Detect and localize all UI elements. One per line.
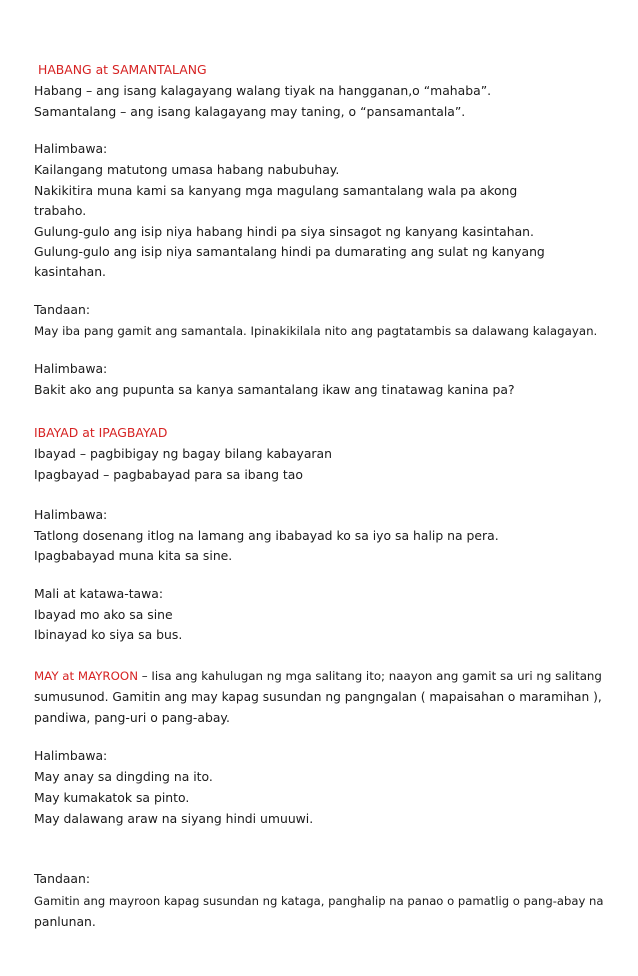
note-text: May iba pang gamit ang samantala. Ipinakikilala nito ang pagtatambis sa dalawang kalagayan. (34, 324, 598, 338)
example-line: kasintahan. (34, 264, 106, 279)
note-label: Tandaan: (34, 302, 91, 317)
example-label: Halimbawa: (34, 141, 108, 156)
example-label: Halimbawa: (34, 507, 108, 522)
example-line: May anay sa dingding na ito. (34, 769, 213, 784)
example-label: Halimbawa: (34, 361, 108, 376)
example-line: Tatlong dosenang itlog na lamang ang ibabayad ko sa iyo sa halip na pera. (34, 528, 499, 543)
heading-may-mayroon: MAY at MAYROON (34, 669, 139, 683)
heading-ibayad-ipagbayad: IBAYAD at IPAGBAYAD (34, 425, 168, 440)
wrong-usage-label: Mali at katawa-tawa: (34, 586, 164, 601)
wrong-usage-line: Ibinayad ko siya sa bus. (34, 627, 183, 642)
example-line: Nakikitira muna kami sa kanyang mga magulang samantalang wala pa akong (34, 183, 518, 198)
example-label: Halimbawa: (34, 748, 108, 763)
definition-text: – Iisa ang kahulugan ng mga salitang ito; naayon ang gamit sa uri ng salitang (138, 669, 602, 683)
wrong-usage-line: Ibayad mo ako sa sine (34, 607, 173, 622)
example-line: Bakit ako ang pupunta sa kanya samantalang ikaw ang tinatawag kanina pa? (34, 382, 515, 397)
definition-ibayad: Ibayad – pagbibigay ng bagay bilang kabayaran (34, 446, 332, 461)
example-line: Kailangang matutong umasa habang nabubuhay. (34, 162, 340, 177)
heading-habang-samantalang: HABANG at SAMANTALANG (38, 62, 207, 77)
definition-habang: Habang – ang isang kalagayang walang tiyak na hangganan,o “mahaba”. (34, 83, 492, 98)
definition-line: pandiwa, pang-uri o pang-abay. (34, 710, 230, 725)
example-line: Ipagbabayad muna kita sa sine. (34, 548, 233, 563)
example-line: trabaho. (34, 203, 87, 218)
example-line: Gulung-gulo ang isip niya samantalang hindi pa dumarating ang sulat ng kanyang (34, 244, 545, 259)
example-line: Gulung-gulo ang isip niya habang hindi pa siya sinsagot ng kanyang kasintahan. (34, 224, 534, 239)
definition-samantalang: Samantalang – ang isang kalagayang may taning, o “pansamantala”. (34, 104, 466, 119)
note-text: panlunan. (34, 914, 96, 929)
definition-ipagbayad: Ipagbayad – pagbabayad para sa ibang tao (34, 467, 303, 482)
definition-may-mayroon (34, 668, 602, 684)
note-label: Tandaan: (34, 871, 91, 886)
example-line: May dalawang araw na siyang hindi umuuwi. (34, 811, 314, 826)
note-text: Gamitin ang mayroon kapag susundan ng kataga, panghalip na panao o pamatlig o pang-abay na (34, 894, 604, 908)
definition-line: sumusunod. Gamitin ang may kapag susundan ng pangngalan ( mapaisahan o maramihan ), (34, 690, 602, 704)
example-line: May kumakatok sa pinto. (34, 790, 190, 805)
